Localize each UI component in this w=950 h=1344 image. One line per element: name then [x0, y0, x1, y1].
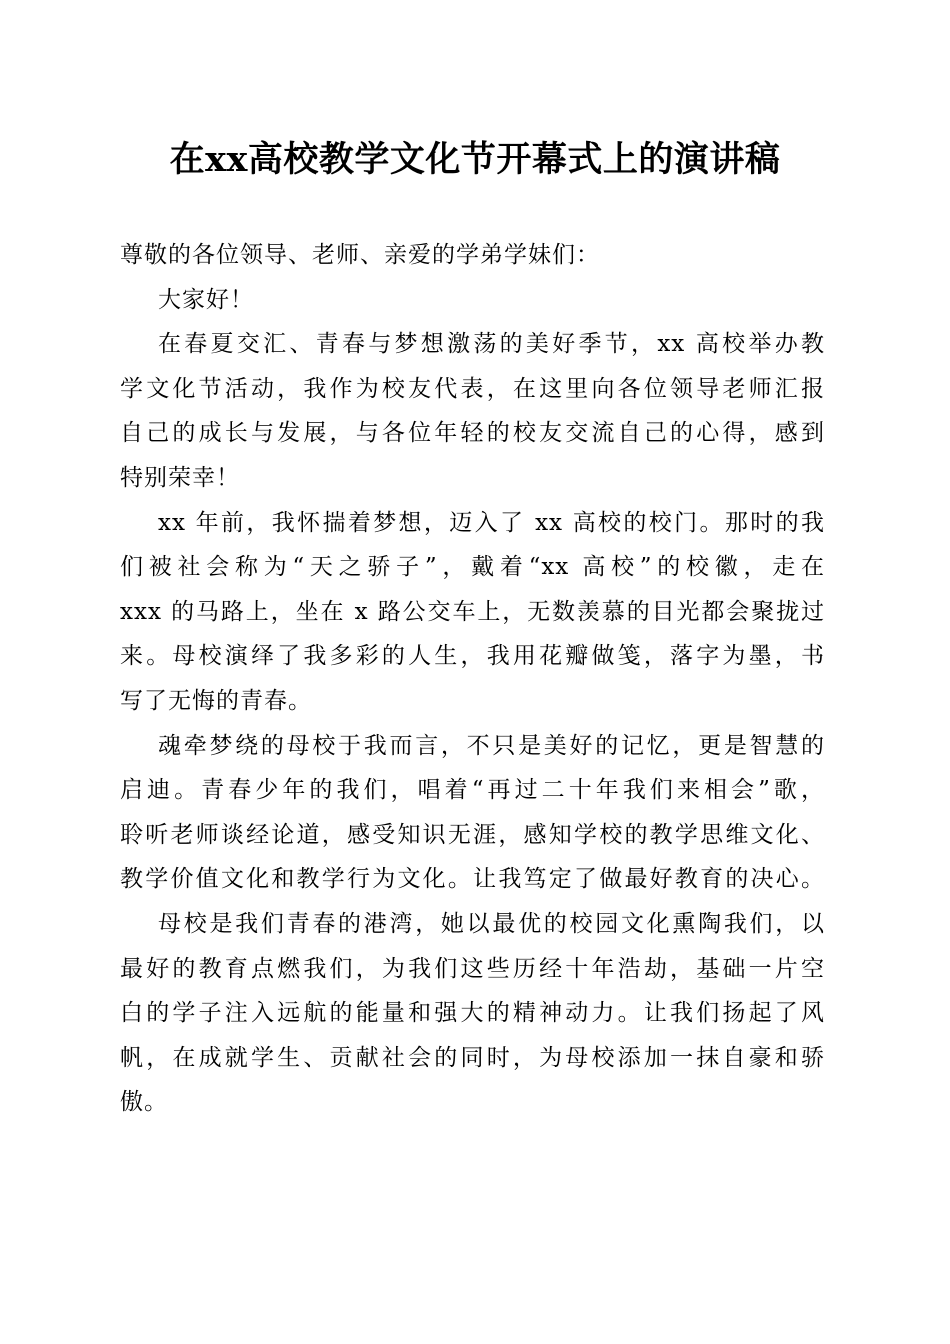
paragraph-3 [120, 724, 825, 902]
text-line: 魂牵梦绕的母校于我而言，不只是美好的记忆，更是智慧的 [158, 732, 825, 759]
text-line: 帆，在成就学生、贡献社会的同时，为母校添加一抹自豪和骄 [120, 1044, 825, 1071]
document-title: 在xx高校教学文化节开幕式上的演讲稿 [169, 139, 781, 180]
text-line: 教学价值文化和教学行为文化。让我笃定了做最好教育的决心。 [120, 866, 825, 893]
paragraph-1 [120, 322, 825, 500]
paragraph-2 [120, 501, 825, 724]
text-line: 特别荣幸！ [120, 464, 240, 491]
text-line: 自己的成长与发展，与各位年轻的校友交流自己的心得，感到 [120, 420, 825, 447]
text-line: xx 年前，我怀揣着梦想，迈入了 xx 高校的校门。那时的我 [158, 509, 825, 536]
text-line: 来。母校演绎了我多彩的人生，我用花瓣做笺，落字为墨，书 [120, 643, 825, 670]
text-line: 们被社会称为“天之骄子”，戴着“xx 高校”的校徽，走在 [120, 554, 825, 581]
text-line: 学文化节活动，我作为校友代表，在这里向各位领导老师汇报 [120, 375, 825, 402]
document-body [120, 233, 825, 1125]
text-line: 启迪。青春少年的我们，唱着“再过二十年我们来相会”歌， [120, 777, 825, 804]
text-line: 傲。 [120, 1089, 168, 1116]
salutation: 尊敬的各位领导、老师、亲爱的学弟学妹们： [120, 242, 600, 268]
text-line: 最好的教育点燃我们，为我们这些历经十年浩劫，基础一片空 [120, 955, 825, 982]
text-line: 白的学子注入远航的能量和强大的精神动力。让我们扬起了风 [120, 1000, 825, 1027]
paragraph-4 [120, 902, 825, 1125]
text-line: 母校是我们青春的港湾，她以最优的校园文化熏陶我们，以 [158, 910, 825, 937]
greeting: 大家好！ [158, 286, 254, 313]
text-line: 在春夏交汇、青春与梦想激荡的美好季节，xx 高校举办教 [158, 331, 825, 358]
text-line: xxx 的马路上，坐在 x 路公交车上，无数羡慕的目光都会聚拢过 [120, 598, 825, 625]
text-line: 写了无悔的青春。 [120, 687, 312, 714]
text-line: 聆听老师谈经论道，感受知识无涯，感知学校的教学思维文化、 [120, 821, 825, 848]
